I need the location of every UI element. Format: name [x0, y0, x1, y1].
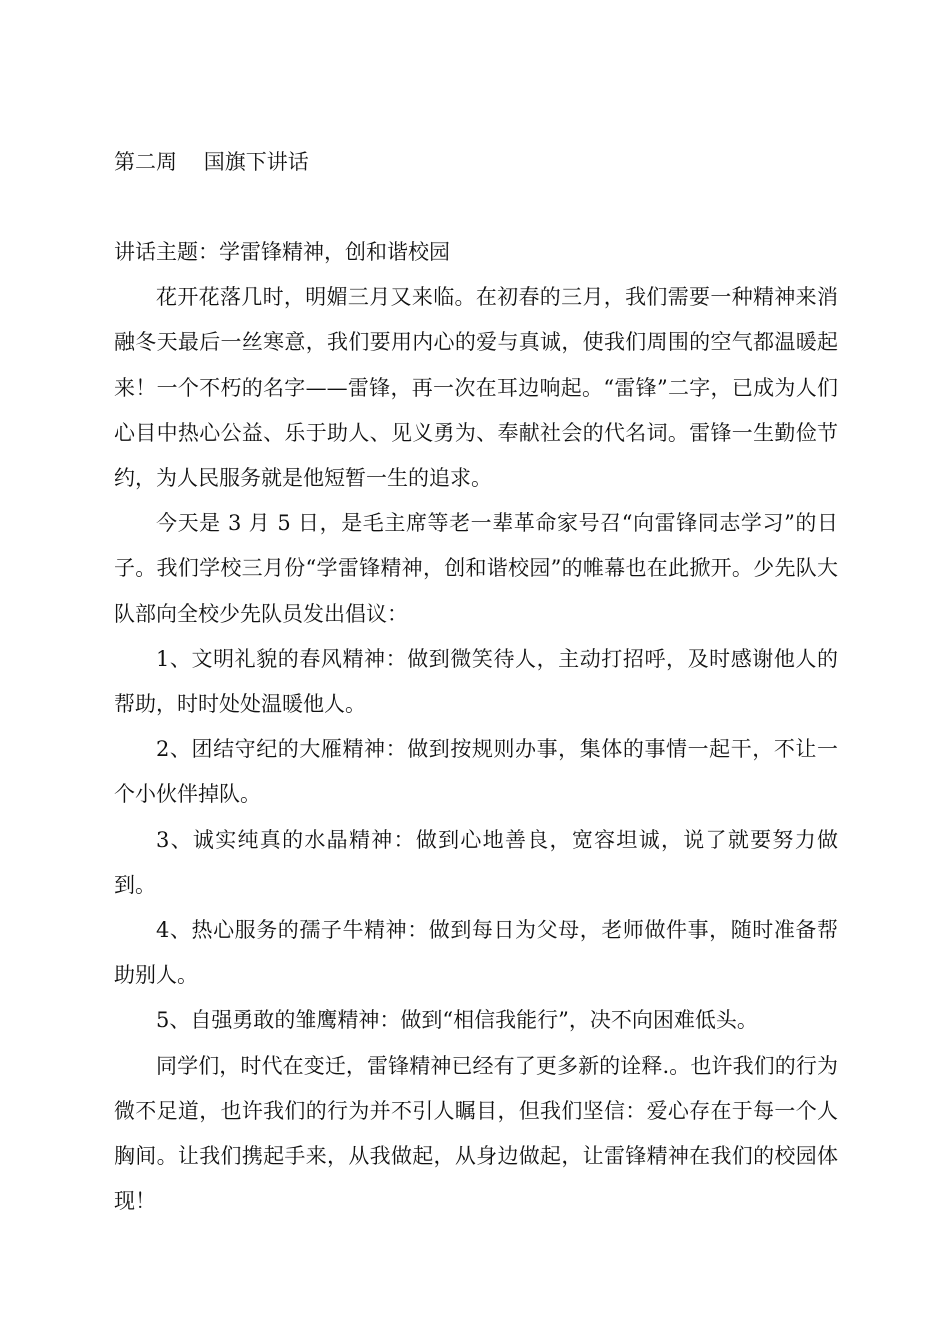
proposal-item: 1、文明礼貌的春风精神：做到微笑待人，主动打招呼，及时感谢他人的帮助，时时处处温暖他人。	[114, 646, 838, 717]
proposal-item: 4、热心服务的孺子牛精神：做到每日为父母，老师做件事，随时准备帮助别人。	[114, 918, 838, 988]
paragraph: 同学们，时代在变迁，雷锋精神已经有了更多新的诠释.。也许我们的行为微不足道，也许我们的行为并不引人瞩目，但我们坚信：爱心存在于每一个人胸间。让我们携起手来，从我做起，从身边做起，让雷锋精神在我们的校园体现！	[114, 1053, 838, 1214]
paragraph: 花开花落几时，明媚三月又来临。在初春的三月，我们需要一种精神来消融冬天最后一丝寒意，我们要用内心的爱与真诚，使我们周围的空气都温暖起来！一个不朽的名字——雷锋，再一次在耳边响起。“雷锋”二字，已成为人们心目中热心公益、乐于助人、见义勇为、奉献社会的代名词。雷锋一生勤俭节约，为人民服务就是他短暂一生的追求。	[114, 285, 838, 491]
speech-topic: 讲话主题：学雷锋精神，创和谐校园	[114, 240, 450, 264]
proposal-item: 3、诚实纯真的水晶精神：做到心地善良，宽容坦诚，说了就要努力做到。	[114, 827, 838, 897]
document-heading: 第二周 国旗下讲话	[114, 150, 309, 174]
paragraph: 今天是 3 月 5 日，是毛主席等老一辈革命家号召“向雷锋同志学习”的日子。我们学校三月份“学雷锋精神，创和谐校园”的帷幕也在此掀开。少先队大队部向全校少先队员发出倡议：	[114, 511, 838, 626]
proposal-item: 2、团结守纪的大雁精神：做到按规则办事，集体的事情一起干，不让一个小伙伴掉队。	[114, 737, 838, 807]
proposal-item: 5、自强勇敢的雏鹰精神：做到“相信我能行”，决不向困难低头。	[156, 1008, 758, 1033]
document-body	[114, 230, 838, 1224]
